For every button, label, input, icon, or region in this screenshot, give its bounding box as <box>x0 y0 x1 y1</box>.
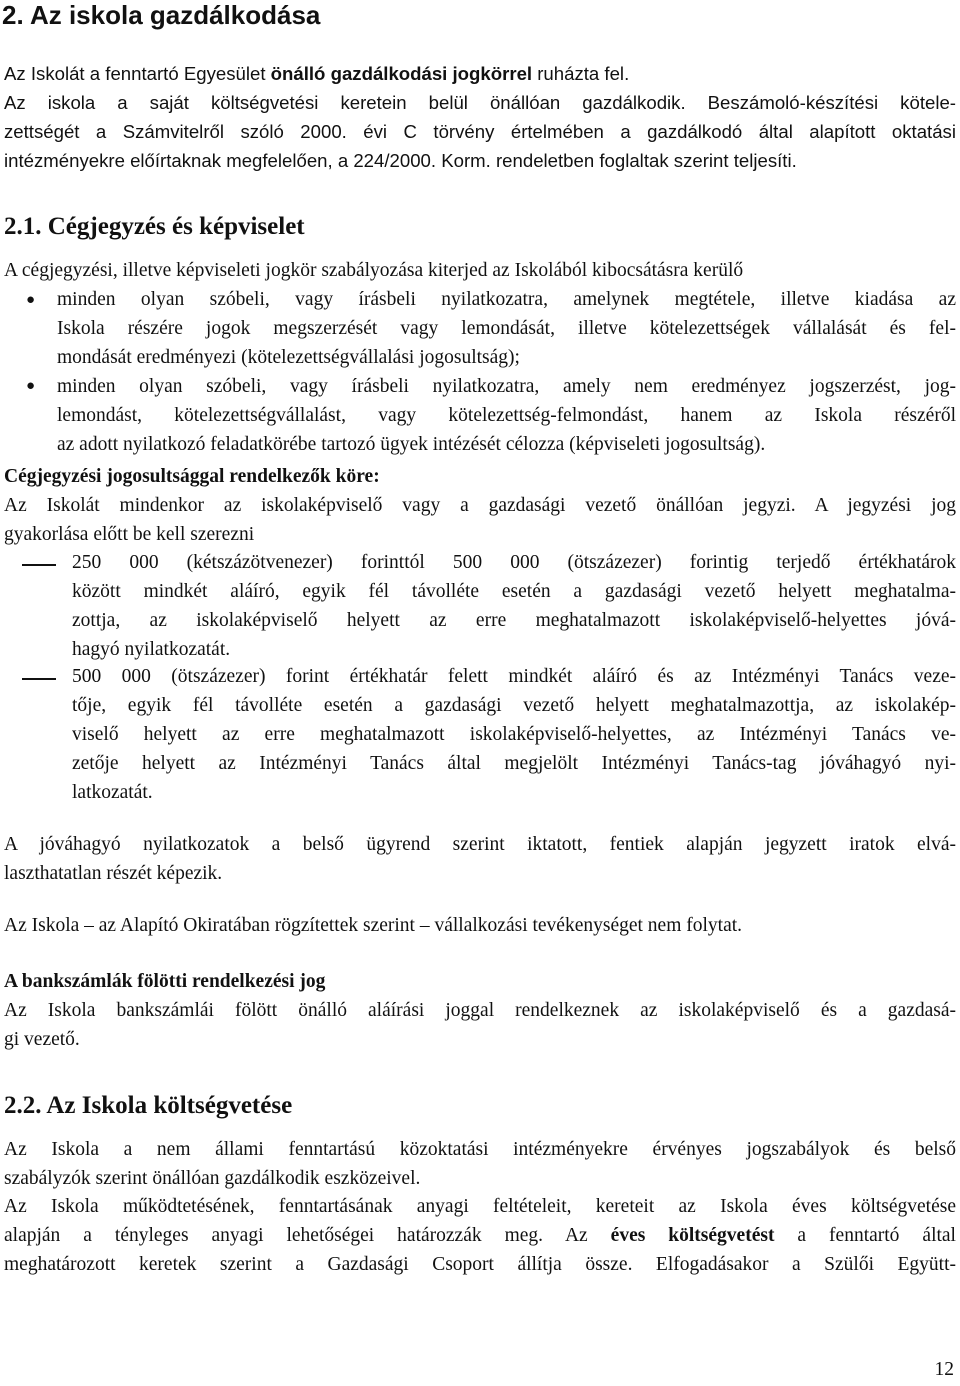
bullet-line: mondását eredményezi (kötelezettségvállalási jogosultság); <box>57 347 520 368</box>
paragraph-line: gyakorlása előtt be kell szerezni <box>4 524 255 545</box>
dash-line: tője, egyik fél távolléte esetén a gazdasági vezető helyett meghatalmazottja, az iskolakép- <box>72 695 956 716</box>
paragraph-line <box>4 1221 956 1250</box>
subsection-title-2-2: 2.2. Az Iskola költségvetése <box>4 1092 293 1119</box>
bullet-line: Iskola részére jogok megszerzését vagy lemondását, illetve kötelezettségek vállalását és fel- <box>57 318 956 339</box>
signers-paragraph <box>4 491 956 549</box>
dash-item <box>72 548 956 664</box>
paragraph-line: A jóváhagyó nyilatkozatok a belső ügyrend szerint iktatott, fentiek alapján jegyzett iratok elvá- <box>4 834 956 855</box>
dash-line: között mindkét aláíró, egyik fél távolléte esetén a gazdasági vezető helyett meghatalma- <box>72 581 956 602</box>
bullet-item <box>57 285 956 372</box>
dash-line: latkozatát. <box>72 782 153 803</box>
intro-text: ruházta fel. <box>532 63 630 84</box>
dash-item <box>72 662 956 807</box>
dash-line: 500 000 (ötszázezer) forint értékhatár felett mindkét aláíró és az Intézményi Tanács veze- <box>72 666 956 687</box>
intro-line: Az iskola a saját költségvetési keretein belül önállóan gazdálkodik. Beszámoló-készítési kötele- <box>4 92 956 113</box>
dash-line: hagyó nyilatkozatát. <box>72 639 231 660</box>
dash-icon <box>22 564 56 566</box>
paragraph-line: meghatározott keretek szerint a Gazdasági Csoport állítja össze. Elfogadásakor a Szülői Együtt- <box>4 1254 956 1275</box>
paragraph-line: Az Iskola bankszámlái fölött önálló aláírási joggal rendelkeznek az iskolaképviselő és a gazdasá- <box>4 1000 956 1021</box>
bullet-icon: ● <box>26 378 36 394</box>
page-number: 12 <box>934 1359 954 1380</box>
paragraph-line: Az Iskola a nem állami fenntartású közoktatási intézményekre érvényes jogszabályok és belső <box>4 1139 956 1160</box>
paragraph-bold-text: éves költségvetést <box>610 1225 775 1246</box>
bullet-line: minden olyan szóbeli, vagy írásbeli nyilatkozatra, amelynek megtétele, illetve kiadása az <box>57 289 956 310</box>
dash-icon <box>22 678 56 680</box>
lead-text: A cégjegyzési, illetve képviseleti jogkör szabályozása kiterjed az Iskolából kibocsátásra kerülő <box>4 260 744 281</box>
paragraph-line: gi vezető. <box>4 1029 80 1050</box>
subsection-title-2-1: 2.1. Cégjegyzés és képviselet <box>4 213 305 240</box>
paragraph-line: Az Iskola működtetésének, fenntartásának anyagi feltételeit, kereteit az Iskola éves költségvetése <box>4 1196 956 1217</box>
intro-line: zettségét a Számvitelről szóló 2000. évi C törvény értelmében a gazdálkodó által alapított oktatási <box>4 121 956 142</box>
budget-paragraph-2 <box>4 1192 956 1279</box>
bullet-line: az adott nyilatkozó feladatkörébe tartozó ügyek intézését célozza (képviseleti jogosultság). <box>57 434 766 455</box>
paragraph-text: alapján a tényleges anyagi lehetőségei határozzák meg. Az <box>4 1225 611 1246</box>
paragraph-line: szabályzók szerint önállóan gazdálkodik eszközeivel. <box>4 1168 421 1189</box>
paragraph-text: a fenntartó által <box>774 1225 956 1246</box>
subhead-bank: A bankszámlák fölötti rendelkezési jog <box>4 971 326 992</box>
paragraph-line: Az Iskolát mindenkor az iskolaképviselő vagy a gazdasági vezető önállóan jegyzi. A jegyzési jog <box>4 495 956 516</box>
intro-text: Az Iskolát a fenntartó Egyesület <box>4 63 271 84</box>
bullet-line: minden olyan szóbeli, vagy írásbeli nyilatkozatra, amely nem eredményez jogszerzést, jog- <box>57 376 956 397</box>
dash-line: 250 000 (kétszázötvenezer) forinttól 500 000 (ötszázezer) forintig terjedő értékhatárok <box>72 552 956 573</box>
dash-line: viselő helyett az erre meghatalmazott iskolaképviselő-helyettes, az Intézményi Tanács ve- <box>72 724 956 745</box>
intro-line <box>4 59 956 88</box>
approval-paragraph <box>4 830 956 888</box>
intro-paragraph <box>4 59 956 175</box>
bank-paragraph <box>4 996 956 1054</box>
bullet-icon: ● <box>26 292 36 308</box>
enterprise-paragraph <box>4 911 956 940</box>
paragraph-line: Az Iskola – az Alapító Okiratában rögzítettek szerint – vállalkozási tevékenységet nem folytat. <box>4 915 743 936</box>
dash-line: zetője helyett az Intézményi Tanács által megjelölt Intézményi Tanács-tag jóváhagyó nyi- <box>72 753 956 774</box>
section-title: 2. Az iskola gazdálkodása <box>2 0 321 30</box>
intro-line: intézményekre előírtaknak megfelelően, a 224/2000. Korm. rendeletben foglaltak szerint teljesíti. <box>4 150 797 171</box>
dash-line: zottja, az iskolaképviselő helyett az erre meghatalmazott iskolaképviselő-helyettes jóvá- <box>72 610 956 631</box>
lead-line <box>4 256 956 285</box>
subhead-signers: Cégjegyzési jogosultsággal rendelkezők köre: <box>4 466 380 487</box>
bullet-line: lemondást, kötelezettségvállalást, vagy kötelezettség-felmondást, hanem az Iskola részéről <box>57 405 956 426</box>
paragraph-line: laszthatatlan részét képezik. <box>4 863 223 884</box>
budget-paragraph-1 <box>4 1135 956 1193</box>
intro-bold-text: önálló gazdálkodási jogkörrel <box>270 63 533 84</box>
bullet-item <box>57 372 956 459</box>
